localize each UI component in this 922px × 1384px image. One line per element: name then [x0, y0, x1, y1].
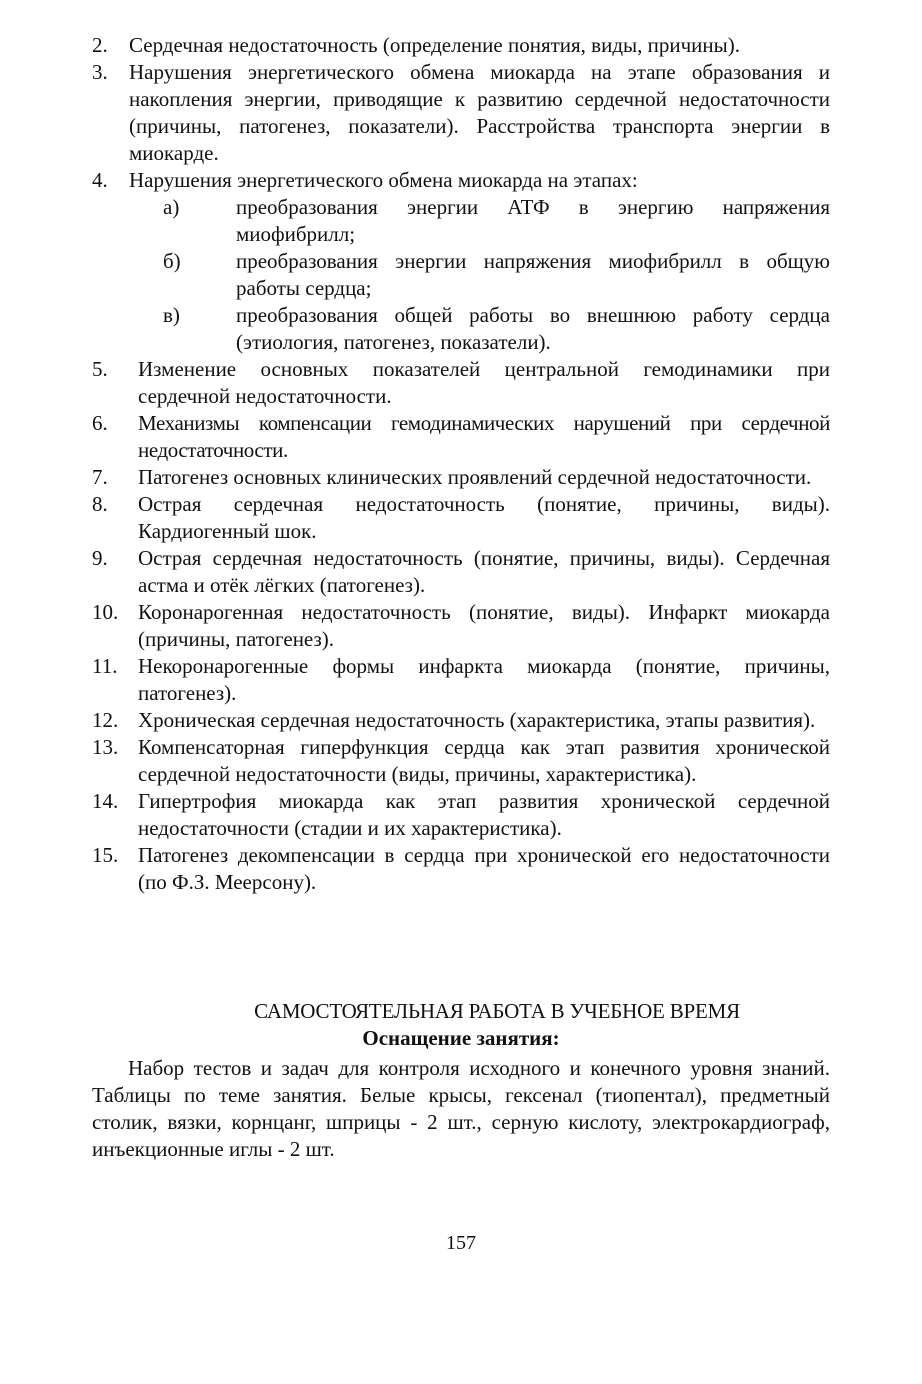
sub-item-text: преобразования общей работы во внешнюю работу сердца (этиология, патогенез, показатели).	[236, 303, 830, 354]
item-number: 3.	[92, 60, 108, 84]
item-number: 8.	[92, 492, 108, 516]
item-number: 12.	[92, 708, 119, 732]
sub-item-text: преобразования энергии напряжения миофибрилл в общую работы сердца;	[236, 249, 830, 300]
item-text: Изменение основных показателей центральной гемодинамики при сердечной недостаточности.	[138, 357, 830, 408]
sub-list-item	[163, 194, 830, 248]
item-text: Острая сердечная недостаточность (понятие, причины, виды). Сердечная астма и отёк лёгких (патогенез).	[138, 546, 830, 597]
item-text: Острая сердечная недостаточность (понятие, причины, виды). Кардиогенный шок.	[138, 492, 830, 543]
sub-item-text: преобразования энергии АТФ в энергию напряжения миофибрилл;	[236, 195, 830, 246]
list-item	[92, 32, 830, 59]
section-subtitle: Оснащение занятия:	[362, 1026, 560, 1050]
sub-list-item	[163, 248, 830, 302]
list-item	[92, 464, 830, 491]
list-item	[92, 410, 830, 464]
page-number: 157	[446, 1232, 476, 1254]
item-text: Коронарогенная недостаточность (понятие, виды). Инфаркт миокарда (причины, патогенез).	[138, 600, 830, 651]
item-text: Некоронарогенные формы инфаркта миокарда (понятие, причины, патогенез).	[138, 654, 830, 705]
list-item	[92, 707, 830, 734]
item-text: Компенсаторная гиперфункция сердца как этап развития хронической сердечной недостаточности (виды, причины, характеристика).	[138, 735, 830, 786]
item-number: 11.	[92, 654, 118, 678]
sub-list	[92, 194, 830, 356]
section-title: САМОСТОЯТЕЛЬНАЯ РАБОТА В УЧЕБНОЕ ВРЕМЯ	[254, 999, 740, 1023]
item-number: 13.	[92, 735, 119, 759]
list-item	[92, 491, 830, 545]
list-item	[92, 545, 830, 599]
item-text: Нарушения энергетического обмена миокарда на этапах:	[129, 168, 638, 192]
sub-item-letter: б)	[163, 249, 181, 273]
item-number: 4.	[92, 168, 108, 192]
item-text: Гипертрофия миокарда как этап развития хронической сердечной недостаточности (стадии и их характеристика).	[138, 789, 830, 840]
question-list	[92, 32, 830, 896]
sub-item-letter: в)	[163, 303, 180, 327]
item-number: 7.	[92, 465, 108, 489]
equipment-paragraph: Набор тестов и задач для контроля исходного и конечного уровня знаний. Таблицы по теме занятия. Белые крысы, гексенал (тиопентал), предметный столик, вязки, корнцанг, шприцы - 2 шт., серную кислоту, электрокардиограф, инъекционные иглы - 2 шт.	[92, 1056, 830, 1161]
list-item	[92, 842, 830, 896]
item-number: 15.	[92, 843, 119, 867]
list-item	[92, 599, 830, 653]
item-text: Механизмы компенсации гемодинамических нарушений при сердечной недостаточности.	[138, 411, 830, 462]
item-text: Патогенез декомпенсации в сердца при хронической его недостаточности (по Ф.З. Меерсону).	[138, 843, 830, 894]
list-item	[92, 734, 830, 788]
item-number: 2.	[92, 33, 108, 57]
item-number: 10.	[92, 600, 119, 624]
item-text: Патогенез основных клинических проявлений сердечной недостаточности.	[138, 465, 812, 489]
item-text: Сердечная недостаточность (определение понятия, виды, причины).	[129, 33, 740, 57]
item-text: Хроническая сердечная недостаточность (характеристика, этапы развития).	[138, 708, 816, 732]
list-item	[92, 653, 830, 707]
list-item	[92, 356, 830, 410]
item-number: 14.	[92, 789, 119, 813]
item-number: 6.	[92, 411, 108, 435]
item-number: 9.	[92, 546, 108, 570]
sub-item-letter: а)	[163, 195, 180, 219]
item-number: 5.	[92, 357, 108, 381]
list-item	[92, 167, 830, 356]
item-text: Нарушения энергетического обмена миокарда на этапе образования и накопления энергии, приводящие к развитию сердечной недостаточности (причины, патогенез, показатели). Расстройства транспорта энергии в миокарде.	[129, 60, 830, 165]
list-item	[92, 788, 830, 842]
list-item	[92, 59, 830, 167]
sub-list-item	[163, 302, 830, 356]
